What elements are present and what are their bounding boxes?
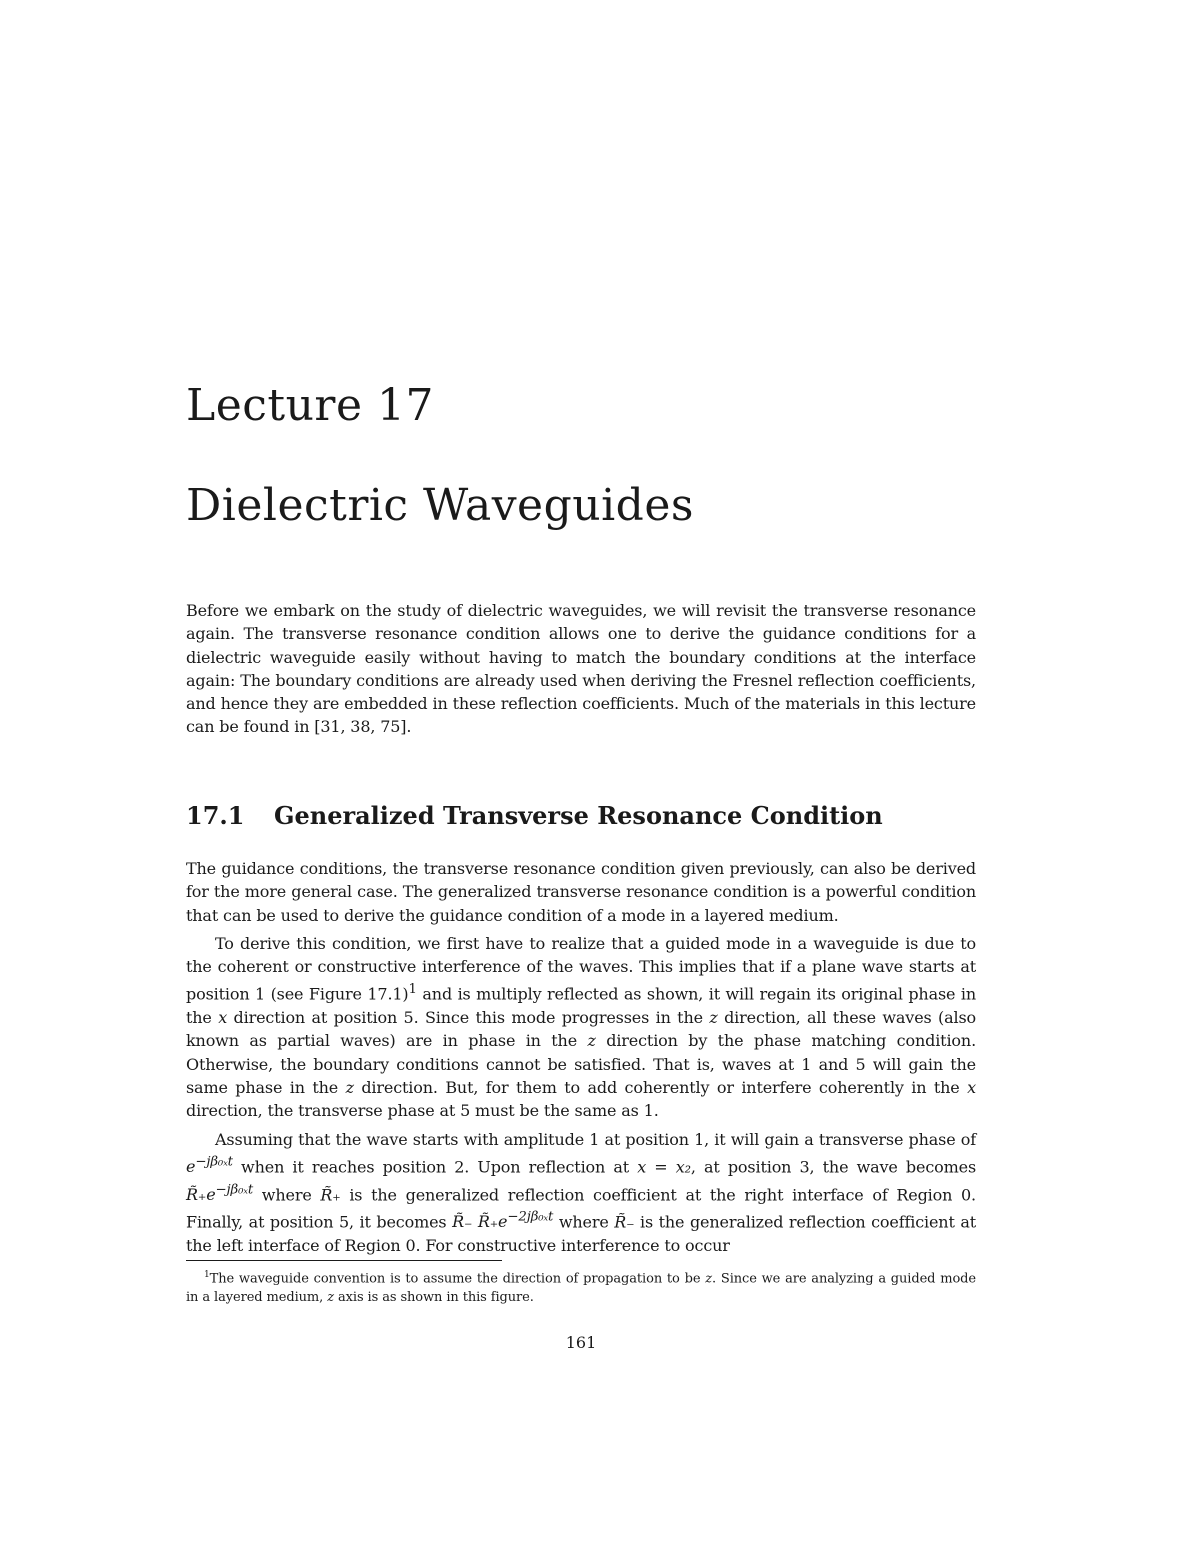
- p2-text-c: direction at position 5. Since this mode progresses in the: [227, 1008, 710, 1028]
- p2-text-e: direction by the phase matching condition. Otherwise, the boundary conditions cannot be satisfied. That is, waves at 1 and 5 will gain the same phase in the: [186, 1031, 977, 1097]
- math-phase: $e^{-j\beta_{0x}t}$: [186, 1154, 233, 1177]
- page: [186, 0, 976, 1553]
- p3-text-e: is the generalized reflection coefficient at the right interface of Region 0. Finally, at position 5, it becomes: [186, 1184, 976, 1232]
- footnote: [186, 1266, 976, 1307]
- paragraph-1: The guidance conditions, the transverse resonance condition given previously, can also be derived for the more general case. The generalized transverse resonance condition is a powerful condition that can be used to derive the guidance condition of a mode in a layered medium.: [186, 859, 976, 925]
- p2-text-g: direction, the transverse phase at 5 must be the same as 1.: [186, 1101, 659, 1121]
- math-round-trip: R̃₋ $R̃_+e^{-2j\beta_{0x}t}$: [452, 1210, 554, 1232]
- paragraph-3: [186, 1128, 976, 1257]
- footnote-mark: 1: [204, 1270, 210, 1280]
- math-z: z: [345, 1078, 354, 1097]
- page-number: 161: [565, 1333, 597, 1352]
- math-z: z: [327, 1290, 334, 1306]
- p2-text-b: and is multiply reflected as shown, it will regain its original phase in the: [186, 984, 976, 1028]
- math-x: x: [218, 1008, 228, 1028]
- section-heading: [186, 801, 883, 830]
- p3-text-f: where: [553, 1212, 615, 1232]
- p2-text-d: direction, all these waves (also known as partial waves) are in phase in the: [186, 1008, 976, 1051]
- section-body: [186, 857, 976, 1257]
- math-reflected-wave: $R̃_+e^{-j\beta_{0x}t}$: [186, 1182, 254, 1204]
- p3-text-g: is the generalized reflection coefficient at the left interface of Region 0. For constructive interference to occur: [186, 1212, 976, 1255]
- footnote-ref: 1: [408, 982, 417, 998]
- footnote-text-c: axis is as shown in this figure.: [333, 1290, 534, 1306]
- p2-text-f: direction. But, for them to add coherently or interfere coherently in the: [353, 1078, 968, 1097]
- footnote-text-a: The waveguide convention is to assume the direction of propagation to be: [209, 1271, 706, 1287]
- math-z: z: [705, 1271, 713, 1287]
- chapter-title: Dielectric Waveguides: [186, 480, 694, 531]
- chapter-number: Lecture 17: [186, 380, 434, 431]
- p2-text-a: To derive this condition, we first have to realize that a guided mode in a waveguide is due to the coherent or constructive interference of the waves. This implies that if a plane wave starts at position 1 (see Figure 17.1): [186, 933, 976, 1004]
- p3-text-d: where: [253, 1184, 321, 1204]
- p3-text-a: Assuming that the wave starts with amplitude 1 at position 1, it will gain a transverse phase of: [215, 1129, 976, 1149]
- section-title: Generalized Transverse Resonance Condition: [274, 801, 883, 830]
- math-r-minus: R̃₋: [614, 1212, 635, 1232]
- section-number: 17.1: [186, 801, 245, 830]
- intro-paragraph: Before we embark on the study of dielectric waveguides, we will revisit the transverse resonance again. The transverse resonance condition allows one to derive the guidance conditions for a dielectric waveguide easily without having to match the boundary conditions at the interface again: The boundary conditions are already used when deriving the Fresnel reflection coefficients, and hence they are embedded in these reflection coefficients. Much of the materials in this lecture can be found in [31, 38, 75].: [186, 601, 976, 737]
- footnote-divider: [186, 1260, 502, 1261]
- footnote-text-b: . Since we are analyzing a guided mode in a layered medium,: [186, 1271, 976, 1306]
- p3-text-b: when it reaches position 2. Upon reflection at: [232, 1157, 638, 1177]
- math-z: z: [587, 1031, 596, 1051]
- paragraph-2: [186, 932, 976, 1123]
- math-interface: x = x₂: [637, 1157, 691, 1177]
- p3-text-c: , at position 3, the wave becomes: [690, 1157, 977, 1177]
- math-z: z: [709, 1008, 718, 1028]
- math-x: x: [967, 1078, 976, 1097]
- math-r-plus: R̃₊: [320, 1184, 341, 1204]
